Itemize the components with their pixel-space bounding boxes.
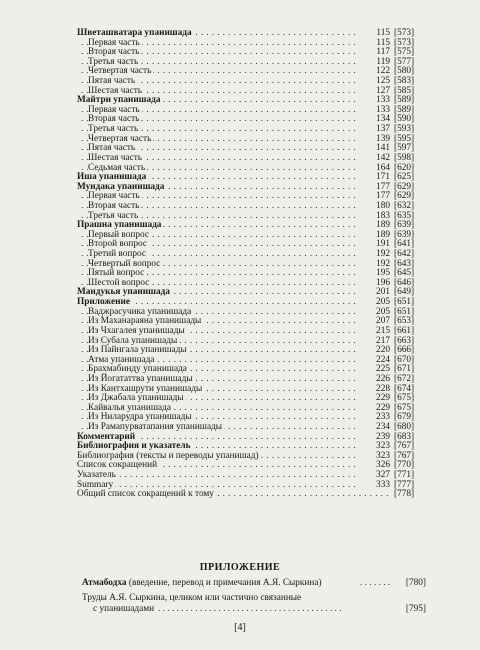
- page-number: 233: [360, 413, 390, 423]
- page-number: 137: [360, 125, 390, 135]
- page-number: 141: [360, 144, 390, 154]
- page-number: 196: [360, 279, 390, 289]
- toc-entry-title: Вторая часть: [88, 200, 140, 211]
- page-number: 180: [360, 202, 390, 212]
- original-page-number: [795]: [405, 604, 426, 614]
- appendix-entry-atmabodha: [82, 578, 426, 589]
- original-page-number: [770]: [394, 460, 415, 471]
- page-number: 234: [360, 423, 390, 433]
- original-page-number: [593]: [394, 124, 415, 135]
- original-page-number: [780]: [405, 578, 426, 588]
- toc-entry-title: Общий список сокращений к тому: [77, 489, 214, 500]
- toc-entry-title: Библиография и указатель: [77, 441, 191, 452]
- original-page-number: [661]: [394, 325, 415, 336]
- original-page-number: [575]: [394, 47, 415, 58]
- toc-entry-title: Шветашватара упанишада: [77, 28, 192, 38]
- original-page-number: [645]: [394, 268, 415, 279]
- page-number: 333: [360, 481, 390, 491]
- original-page-number: [597]: [394, 143, 415, 154]
- page-number: 201: [360, 288, 390, 298]
- original-page-number: [778]: [394, 489, 415, 500]
- page-number: 229: [360, 404, 390, 414]
- original-page-number: [646]: [394, 277, 415, 288]
- toc-entry-title: Библиография (тексты и переводы упанишад): [77, 450, 259, 461]
- toc-entry-title: Третья часть: [88, 56, 139, 67]
- toc-entry-title: Третий вопрос: [88, 249, 147, 260]
- page-number: 207: [360, 317, 390, 327]
- toc-entry-title: Брахмабинду упанишада: [88, 364, 187, 375]
- appendix-entry-title-bold: Атмабодха: [82, 578, 127, 588]
- toc-entry-title: Первая часть: [88, 191, 140, 202]
- original-page-number: [583]: [394, 76, 415, 87]
- page-number: 164: [360, 164, 390, 174]
- toc-entry-title: Указатель: [77, 470, 116, 481]
- original-page-number: [680]: [394, 421, 415, 432]
- page-number: 133: [360, 96, 390, 106]
- toc-entry-title: Первый вопрос: [88, 229, 150, 240]
- page-number: 189: [360, 221, 390, 231]
- page-number: 195: [360, 269, 390, 279]
- page-number: 127: [360, 87, 390, 97]
- original-page-number: [642]: [394, 249, 415, 260]
- page-number: 115: [360, 39, 390, 49]
- toc-entry-title: Шестой вопрос: [88, 277, 150, 288]
- page-number: 226: [360, 375, 390, 385]
- original-page-number: [653]: [394, 316, 415, 327]
- appendix-entry-title-rest: (введение, перевод и примечания А.Я. Сыркина): [126, 578, 322, 588]
- original-page-number: [641]: [394, 239, 415, 250]
- page-number: 117: [360, 48, 390, 58]
- toc-entry-title: Седьмая часть: [88, 162, 146, 173]
- appendix-entry-title-cont: с упанишадами: [82, 604, 156, 614]
- original-page-number: [639]: [394, 229, 415, 240]
- toc-entry: [77, 490, 426, 500]
- toc-entry-title: Из Рамапурватапания упанишады: [88, 421, 223, 432]
- original-page-number: [625]: [394, 172, 415, 183]
- toc-entry-title: Третья часть: [88, 210, 139, 221]
- toc-entry: [77, 471, 426, 481]
- page-number: 115: [360, 29, 390, 39]
- page-number: 224: [360, 356, 390, 366]
- original-page-number: [643]: [394, 258, 415, 269]
- toc-entry-title: Вторая часть: [88, 114, 140, 125]
- original-page-number: [675]: [394, 402, 415, 413]
- page-number: 323: [360, 442, 390, 452]
- toc-entry-title: Список сокращений: [77, 460, 158, 471]
- toc-entry-title: Из Джабала упанишады: [88, 393, 184, 404]
- page-number: 215: [360, 327, 390, 337]
- original-page-number: [663]: [394, 335, 415, 346]
- toc-entry-title: Из Чхагалея упанишады: [88, 325, 185, 336]
- original-page-number: [632]: [394, 200, 415, 211]
- toc-entry-title: Майтри упанишада: [77, 95, 161, 106]
- page-number: 183: [360, 212, 390, 222]
- original-page-number: [635]: [394, 210, 415, 221]
- toc-entry-title: Пятая часть: [88, 76, 136, 87]
- toc-entry-title: Второй вопрос: [88, 239, 147, 250]
- original-page-number: [671]: [394, 364, 415, 375]
- page-number: 189: [360, 231, 390, 241]
- original-page-number: [679]: [394, 412, 415, 423]
- original-page-number: [629]: [394, 191, 415, 202]
- dot-leader: [158, 604, 392, 615]
- toc-entry-title: Из Пайнгала упанишады: [88, 345, 187, 356]
- page-number: 326: [360, 461, 390, 471]
- appendix-entry-title: Труды А.Я. Сыркина, целиком или частично связанные: [82, 593, 302, 603]
- original-page-number: [580]: [394, 66, 415, 77]
- toc-entry-title: Четвертая часть: [88, 133, 152, 144]
- toc-entry-title: Кайвалья упанишада: [88, 402, 171, 413]
- toc-entry-title: Комментарий: [77, 431, 136, 442]
- toc-entry-title: Из Кантхашрути упанишады: [88, 383, 203, 394]
- page-number: 125: [360, 77, 390, 87]
- toc-entry-title: Мандукья упанишада: [77, 287, 170, 298]
- page-number: 192: [360, 250, 390, 260]
- original-page-number: [590]: [394, 114, 415, 125]
- original-page-number: [672]: [394, 373, 415, 384]
- toc-entry-title: Третья часть: [88, 124, 139, 135]
- page-number: 142: [360, 154, 390, 164]
- page-number: 191: [360, 240, 390, 250]
- original-page-number: [573]: [394, 28, 415, 38]
- page-number: 205: [360, 308, 390, 318]
- page-number: 139: [360, 135, 390, 145]
- toc-entry: [77, 461, 426, 471]
- toc-entry-title: Из Субала упанишады: [88, 335, 178, 346]
- toc-entry-title: Вторая часть: [88, 47, 140, 58]
- toc-entry-title: Атма упанишада: [88, 354, 155, 365]
- toc-entry-title: Прашна упанишада: [77, 220, 162, 231]
- appendix-heading: ПРИЛОЖЕНИЕ: [199, 562, 281, 573]
- toc-entry-title: Из Ниларудра упанишады: [88, 412, 192, 423]
- page-number: 327: [360, 471, 390, 481]
- toc-entry-title: Первая часть: [88, 37, 140, 48]
- page-number: 323: [360, 452, 390, 462]
- original-page-number: [651]: [394, 297, 415, 308]
- toc-entry-title: Четвертая часть: [88, 66, 152, 77]
- appendix-entry-syrkin-works: [82, 593, 426, 604]
- toc-entry-title: Шестая часть: [88, 85, 142, 96]
- page-number: 229: [360, 394, 390, 404]
- original-page-number: [620]: [394, 162, 415, 173]
- toc-entry-title: Первая часть: [88, 104, 140, 115]
- original-page-number: [666]: [394, 345, 415, 356]
- page-number: 122: [360, 67, 390, 77]
- original-page-number: [598]: [394, 152, 415, 163]
- dot-leader: [81, 471, 356, 481]
- table-of-contents: [77, 29, 426, 500]
- toc-entry-title: Мундака упанишада: [77, 181, 165, 192]
- original-page-number: [589]: [394, 95, 415, 106]
- original-page-number: [629]: [394, 181, 415, 192]
- original-page-number: [767]: [394, 450, 415, 461]
- toc-entry-title: Из Маханараяна упанишады: [88, 316, 202, 327]
- original-page-number: [777]: [394, 479, 415, 490]
- page-number: 177: [360, 192, 390, 202]
- page-number: 134: [360, 115, 390, 125]
- original-page-number: [767]: [394, 441, 415, 452]
- original-page-number: [649]: [394, 287, 415, 298]
- page-number: 220: [360, 346, 390, 356]
- original-page-number: [595]: [394, 133, 415, 144]
- original-page-number: [674]: [394, 383, 415, 394]
- page-number: 119: [360, 58, 390, 68]
- original-page-number: [639]: [394, 220, 415, 231]
- page-number: 205: [360, 298, 390, 308]
- toc-entry-title: Ваджрасучика упанишада: [88, 306, 192, 317]
- page-number: 217: [360, 337, 390, 347]
- page-number: 177: [360, 183, 390, 193]
- toc-entry-title: Пятый вопрос: [88, 268, 145, 279]
- page-number: 225: [360, 365, 390, 375]
- original-page-number: [651]: [394, 306, 415, 317]
- toc-entry-title: Четвертый вопрос: [88, 258, 161, 269]
- page-number: 239: [360, 433, 390, 443]
- original-page-number: [589]: [394, 104, 415, 115]
- original-page-number: [577]: [394, 56, 415, 67]
- page-number: 192: [360, 260, 390, 270]
- dot-leader: [360, 578, 392, 589]
- original-page-number: [683]: [394, 431, 415, 442]
- page-number: 133: [360, 106, 390, 116]
- appendix-entry-syrkin-works-cont: [82, 604, 426, 615]
- toc-entry-title: Иша упанишада: [77, 172, 147, 183]
- page-number: 228: [360, 385, 390, 395]
- toc-entry-title: Шестая часть: [88, 152, 142, 163]
- page-number: 171: [360, 173, 390, 183]
- original-page-number: [771]: [394, 470, 415, 481]
- page-number-footer: [4]: [234, 622, 246, 633]
- original-page-number: [573]: [394, 37, 415, 48]
- toc-entry-title: Summary: [77, 479, 114, 490]
- original-page-number: [670]: [394, 354, 415, 365]
- toc-entry-title: Из Йогататтва упанишады: [88, 373, 193, 384]
- original-page-number: [585]: [394, 85, 415, 96]
- toc-entry-title: Приложение: [77, 297, 130, 308]
- toc-entry-title: Пятая часть: [88, 143, 136, 154]
- original-page-number: [675]: [394, 393, 415, 404]
